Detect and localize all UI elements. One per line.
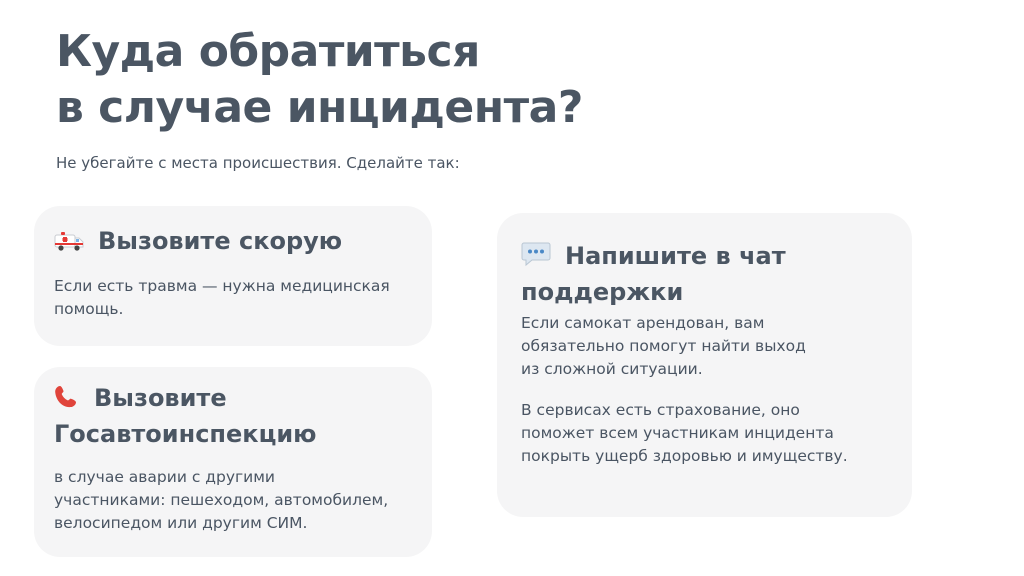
chat-card-title-text-1: Напишите в чат <box>565 242 786 270</box>
police-card-text-line-1: в случае аварии с другими <box>54 468 275 486</box>
chat-card <box>497 213 912 517</box>
chat-card-text-1-line-1: Если самокат арендован, вам <box>521 314 765 332</box>
page-title <box>56 24 583 136</box>
ambulance-card-text-line-2: помощь. <box>54 300 124 318</box>
ambulance-card-text <box>54 275 390 321</box>
chat-card-text-2-line-1: В сервисах есть страхование, оно <box>521 401 800 419</box>
chat-card-text-1 <box>521 312 806 381</box>
ambulance-card-title <box>54 223 342 259</box>
chat-card-text-2 <box>521 399 848 468</box>
chat-card-title-line-2: поддержки <box>521 278 684 306</box>
page-title-line-1: Куда обратиться <box>56 26 480 77</box>
chat-card-text-1-line-2: обязательно помогут найти выход <box>521 337 806 355</box>
police-card-text-line-3: велосипедом или другим СИМ. <box>54 514 308 532</box>
phone-icon <box>54 380 80 416</box>
ambulance-card-text-line-1: Если есть травма — нужна медицинская <box>54 277 390 295</box>
police-card-title <box>54 380 317 452</box>
chat-card-text-2-line-2: поможет всем участникам инцидента <box>521 424 834 442</box>
ambulance-icon <box>54 226 84 248</box>
page-title-line-2: в случае инцидента? <box>56 82 583 133</box>
speech-bubble-icon <box>521 238 551 274</box>
ambulance-card <box>34 206 432 346</box>
chat-card-text-1-line-3: из сложной ситуации. <box>521 360 703 378</box>
police-card-title-line-1 <box>54 380 317 416</box>
chat-card-text-2-line-3: покрыть ущерб здоровью и имуществу. <box>521 447 848 465</box>
police-card-title-text-1: Вызовите <box>94 384 227 412</box>
ambulance-card-title-text: Вызовите скорую <box>98 227 343 255</box>
chat-card-title <box>521 238 786 310</box>
chat-card-title-line-1 <box>521 238 786 274</box>
police-card <box>34 367 432 557</box>
police-card-text <box>54 466 388 535</box>
page-subtitle: Не убегайте с места происшествия. Сделайте так: <box>56 154 460 172</box>
police-card-title-line-2: Госавтоинспекцию <box>54 420 317 448</box>
police-card-text-line-2: участниками: пешеходом, автомобилем, <box>54 491 389 509</box>
